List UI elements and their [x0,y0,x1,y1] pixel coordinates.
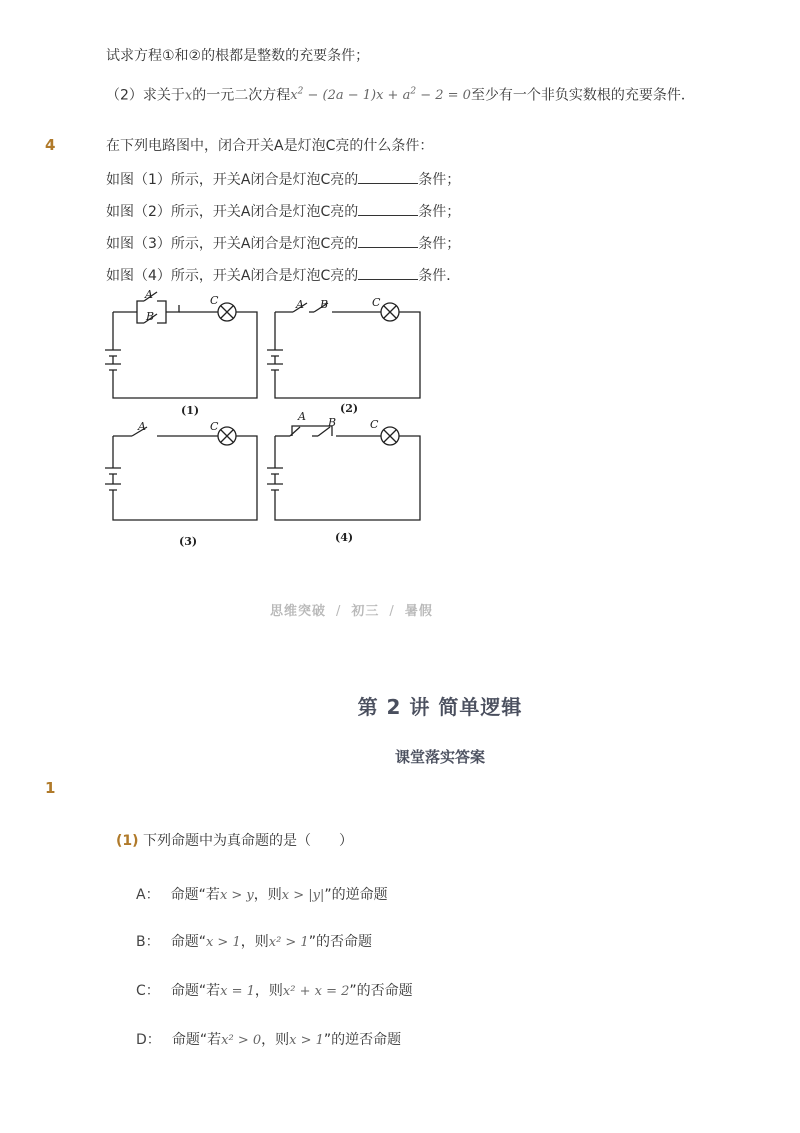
option-d[interactable]: D： 命题“若x² > 0，则x > 1”的逆否命题 [136,1032,402,1048]
part2-equation: $x^2 - (2a - 1)x + a^2 - 2 = 0$ [290,87,471,104]
circuit2-label-c: C [372,296,381,309]
circuit-1 [105,292,257,398]
circuit1-caption: (1) [181,404,200,417]
circuit4-label-a: A [298,410,306,423]
option-a[interactable]: A： 命题“若x > y，则x > |y|”的逆命题 [136,887,388,903]
sub-number: (1) [116,833,139,849]
circuit-2 [267,303,420,398]
circuit-3 [105,427,257,520]
circuit3-label-c: C [210,420,219,433]
problem3-line1: 试求方程①和②的根都是整数的充要条件； [106,48,370,64]
circuit1-label-b: B [146,310,155,323]
circuit1-label-a: A [145,288,153,301]
part2-suffix: 至少有一个非负实数根的充要条件． [470,87,695,104]
problem4-item-3: 如图（3）所示，开关A闭合是灯泡C亮的 条件； [106,233,460,254]
answer1-number: 1 [45,779,56,797]
circuit4-label-c: C [370,418,379,431]
circuit4-caption: (4) [335,531,354,544]
lecture-title: 第 2 讲 简单逻辑 [357,695,523,719]
page-footer: 思维突破 / 初三 / 暑假 [270,604,433,619]
circuit3-caption: (3) [179,535,198,548]
problem4-item-4: 如图（4）所示，开关A闭合是灯泡C亮的 条件． [106,265,460,286]
part2-var: x [184,88,193,104]
problem4-item-1: 如图（1）所示，开关A闭合是灯泡C亮的 条件； [106,169,460,190]
circuit4-label-b: B [328,416,337,429]
circuit1-label-c: C [210,294,219,307]
option-b[interactable]: B： 命题“x > 1，则x² > 1”的否命题 [136,934,372,950]
part2-prefix: （2）求关于 [106,87,185,104]
problem4-item-2: 如图（2）所示，开关A闭合是灯泡C亮的 条件； [106,201,460,222]
circuit2-label-a: A [296,298,304,311]
circuit2-label-b: B [320,298,329,311]
problem4-intro: 在下列电路图中，闭合开关A是灯泡C亮的什么条件： [106,138,434,154]
answer1-question [116,831,353,851]
circuit3-label-a: A [138,420,146,433]
question-text: 下列命题中为真命题的是（ ） [143,833,353,849]
circuit2-caption: (2) [340,402,359,415]
circuit-diagrams [0,0,800,560]
option-c[interactable]: C： 命题“若x = 1，则x² + x = 2”的否命题 [136,983,413,999]
part2-mid: 的一元二次方程 [192,87,291,104]
problem4-number: 4 [45,136,56,154]
lecture-subtitle: 课堂落实答案 [394,748,485,766]
circuit-4 [267,426,420,520]
